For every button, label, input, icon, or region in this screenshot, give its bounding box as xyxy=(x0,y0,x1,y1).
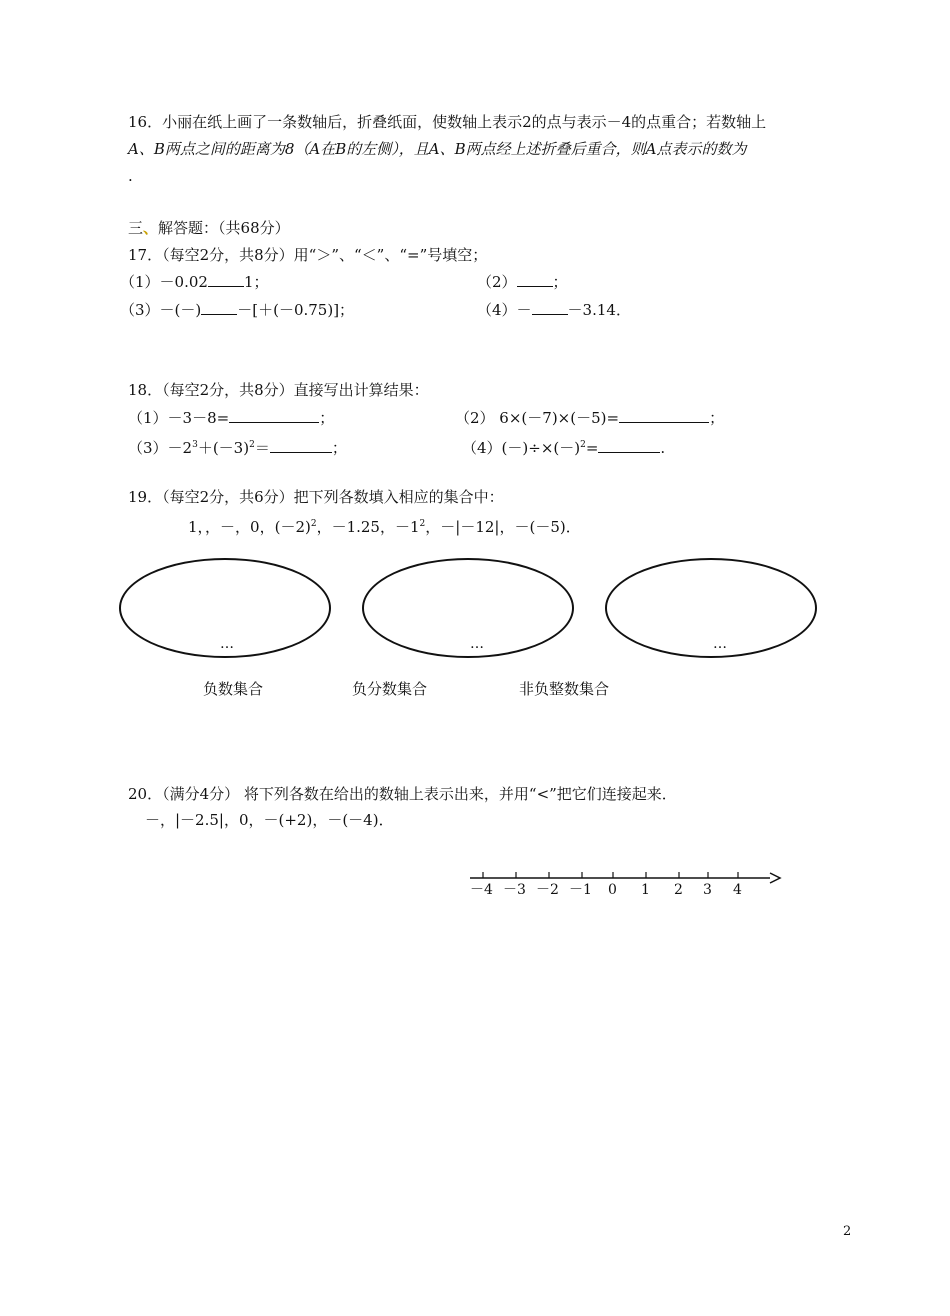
axis-label: 1 xyxy=(641,882,650,898)
section-text: 解答题：（共68分） xyxy=(158,219,290,237)
axis-label: 0 xyxy=(608,882,617,898)
q17-p3-end: －[＋(－0.75)]； xyxy=(237,301,355,319)
ellipsis-1: … xyxy=(220,636,234,652)
nonneg-integer-set-ellipse[interactable] xyxy=(605,558,817,658)
q18-p4-end: . xyxy=(660,439,666,457)
superscript: 2 xyxy=(249,440,255,450)
section-prefix: 三 xyxy=(128,219,144,237)
answer-blank[interactable] xyxy=(532,300,568,315)
set-label-negative: 负数集合 xyxy=(203,680,264,698)
q18-p2-end: ； xyxy=(709,409,725,427)
axis-label: 2 xyxy=(674,882,683,898)
q20-header: 20．（满分4分） 将下列各数在给出的数轴上表示出来，并用“<”把它们连接起来． xyxy=(128,785,677,803)
section-heading xyxy=(128,218,290,238)
page-number: 2 xyxy=(843,1224,852,1239)
superscript: 2 xyxy=(310,519,317,529)
q19-nums-b: ，－1.25，－1 xyxy=(316,518,420,536)
q18-part1 xyxy=(128,408,334,428)
q17-part4 xyxy=(477,300,631,320)
axis-label: 3 xyxy=(703,882,712,898)
q17-part2 xyxy=(477,272,568,292)
q16-line1: 16．小丽在纸上画了一条数轴后，折叠纸面，使数轴上表示2的点与表示－4的点重合；若数轴上 xyxy=(128,113,767,131)
ellipsis-2: … xyxy=(470,636,484,652)
q17-p2-end: ； xyxy=(552,273,568,291)
q20-numbers: －，|－2.5|，0，－(+2)，－(－4)． xyxy=(145,811,394,829)
answer-blank[interactable] xyxy=(619,408,709,423)
q17-p1-text: （1）－0.02 xyxy=(120,273,208,291)
q17-part3 xyxy=(120,300,354,320)
answer-blank[interactable] xyxy=(208,272,244,287)
q17-header: 17．（每空2分，共8分）用“＞”、“＜”、“=”号填空； xyxy=(128,246,488,264)
superscript: 2 xyxy=(580,440,586,450)
q18-part3 xyxy=(128,435,347,458)
answer-blank[interactable] xyxy=(201,300,237,315)
negative-fraction-set-ellipse[interactable] xyxy=(362,558,574,658)
q18-part2 xyxy=(455,408,724,428)
superscript: 2 xyxy=(419,519,426,529)
q18-p4-text: （4）(－)÷×(－) xyxy=(462,439,581,457)
q17-p4-text: （4）－ xyxy=(477,301,532,319)
axis-arrow-icon xyxy=(770,873,780,883)
q18-p3-eq: ＝ xyxy=(254,439,270,457)
q18-p3-text2: ＋(－3) xyxy=(197,439,250,457)
q16-line3: . xyxy=(128,167,133,185)
q18-p3-end: ； xyxy=(331,439,347,457)
ellipsis-3: … xyxy=(713,636,727,652)
axis-label: －1 xyxy=(569,882,592,898)
q18-p1-text: （1）－3－8= xyxy=(128,409,230,427)
q17-p1-end: 1； xyxy=(243,273,269,291)
q18-p2-text: （2） 6×(－7)×(－5)= xyxy=(455,409,620,427)
q18-part4 xyxy=(462,435,665,458)
q16-line2: A、B两点之间的距离为8（A在B的左侧），且A、B两点经上述折叠后重合，则A点表示的数为 xyxy=(128,140,747,158)
q18-p1-end: ； xyxy=(319,409,335,427)
set-label-negative-fraction: 负分数集合 xyxy=(352,680,428,698)
q18-header: 18．（每空2分，共8分）直接写出计算结果： xyxy=(128,381,429,399)
q18-p4-eq: = xyxy=(585,439,599,457)
q19-nums-a: 1，，－，0，(－2) xyxy=(188,518,311,536)
answer-blank[interactable] xyxy=(517,272,553,287)
q17-p2-text: （2） xyxy=(477,273,517,291)
axis-label: 4 xyxy=(733,882,742,898)
axis-label: －2 xyxy=(536,882,559,898)
q19-numbers xyxy=(188,514,581,537)
set-label-nonneg-integer: 非负整数集合 xyxy=(519,680,610,698)
q18-p3-text: （3）－2 xyxy=(128,439,193,457)
answer-blank[interactable] xyxy=(229,408,319,423)
answer-blank[interactable] xyxy=(270,438,332,453)
q19-nums-c: ，－|－12|，－(－5)． xyxy=(425,518,581,536)
q17-part1 xyxy=(120,272,269,292)
axis-label: －4 xyxy=(470,882,493,898)
answer-blank[interactable] xyxy=(598,438,660,453)
axis-label: －3 xyxy=(503,882,526,898)
q19-header: 19．（每空2分，共6分）把下列各数填入相应的集合中： xyxy=(128,488,504,506)
q17-p4-end: －3.14． xyxy=(567,301,631,319)
superscript: 3 xyxy=(192,440,198,450)
section-dot: 、 xyxy=(143,219,159,237)
q17-p3-text: （3）－(－) xyxy=(120,301,202,319)
